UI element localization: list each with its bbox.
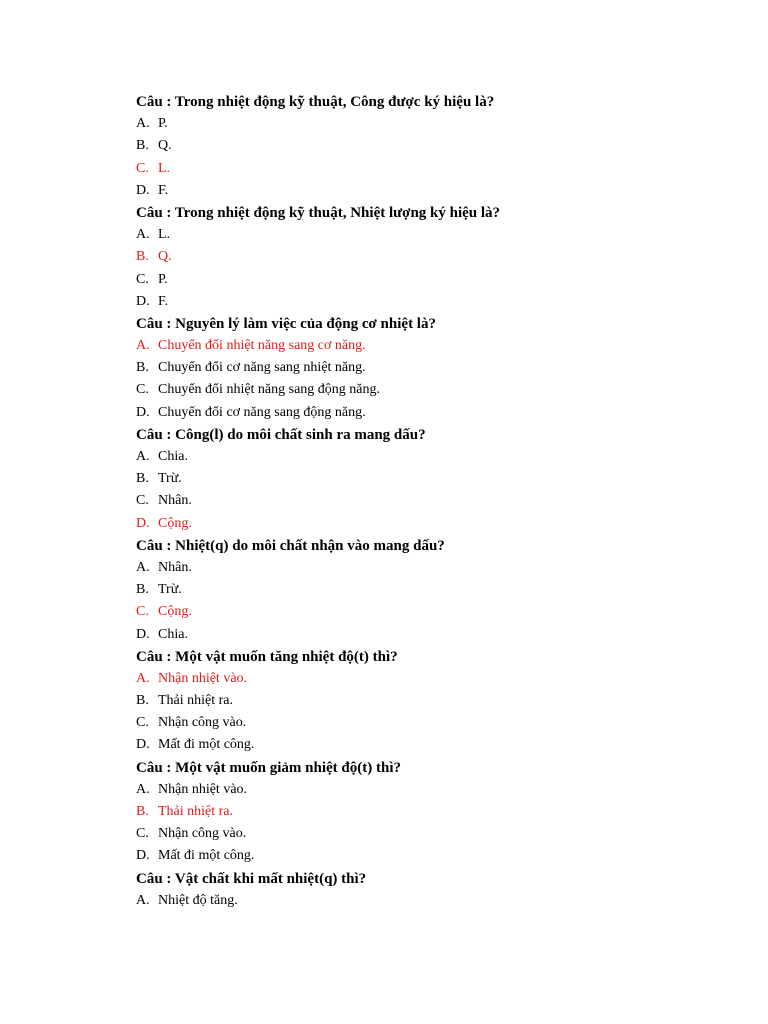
answer-option: [136, 135, 736, 157]
question-title: Câu : Một vật muốn tăng nhiệt độ(t) thì?: [136, 648, 398, 665]
option-letter: D.: [136, 737, 150, 753]
answer-option: [136, 734, 736, 756]
option-letter: C.: [136, 715, 149, 731]
question-block: [136, 757, 736, 868]
option-text: L.: [158, 227, 171, 243]
option-letter: D.: [136, 848, 150, 864]
option-letter: A.: [136, 559, 150, 575]
option-letter: B.: [136, 249, 149, 265]
option-text: Nhận công vào.: [158, 826, 247, 842]
option-letter: B.: [136, 471, 149, 487]
option-letter: C.: [136, 493, 149, 509]
answer-option: [136, 779, 736, 801]
question-title: Câu : Trong nhiệt động kỹ thuật, Công được ký hiệu là?: [136, 94, 495, 110]
answer-option: [136, 890, 736, 912]
option-text: Chuyển đổi cơ năng sang động năng.: [158, 404, 366, 420]
option-letter: B.: [136, 804, 149, 819]
option-text: P.: [158, 116, 168, 132]
question-title: Câu : Công(l) do môi chất sinh ra mang dấu?: [136, 426, 426, 443]
option-letter: A.: [136, 116, 150, 132]
answer-option: [136, 823, 736, 845]
option-text: Chia.: [158, 449, 188, 464]
answer-option: [136, 246, 736, 268]
answer-option: [136, 557, 736, 579]
option-letter: C.: [136, 826, 149, 842]
option-letter: B.: [136, 693, 149, 709]
option-text: Nhiệt độ tăng.: [158, 892, 238, 908]
option-text: Chia.: [158, 626, 188, 642]
question-block: [136, 535, 736, 646]
option-text: Thải nhiệt ra.: [158, 693, 234, 709]
question-block: [136, 202, 736, 313]
option-text: P.: [158, 271, 168, 287]
option-text: Chuyển đổi nhiệt năng sang động năng.: [158, 382, 381, 398]
answer-option: [136, 357, 736, 379]
question-title: Câu : Vật chất khi mất nhiệt(q) thì?: [136, 870, 367, 887]
answer-option: [136, 468, 736, 490]
answer-option: [136, 335, 736, 357]
option-letter: C.: [136, 604, 149, 620]
option-letter: D.: [136, 626, 150, 642]
question-title: Câu : Nguyên lý làm việc của động cơ nhiệt là?: [136, 315, 436, 332]
answer-option: [136, 624, 736, 646]
option-text: Q.: [158, 138, 172, 154]
option-text: Mất đi một công.: [158, 737, 255, 753]
option-letter: D.: [136, 515, 150, 531]
question-block: [136, 868, 736, 912]
answer-option: [136, 224, 736, 246]
question-block: [136, 91, 736, 202]
answer-option: [136, 113, 736, 135]
option-letter: D.: [136, 404, 150, 420]
option-text: L.: [158, 160, 171, 176]
option-text: Mất đi một công.: [158, 848, 255, 864]
option-letter: B.: [136, 582, 149, 598]
option-text: Q.: [158, 249, 172, 265]
option-letter: B.: [136, 360, 149, 376]
question-title: Câu : Trong nhiệt động kỹ thuật, Nhiệt lượng ký hiệu là?: [136, 204, 501, 221]
option-text: Trừ.: [158, 582, 182, 598]
answer-option: [136, 513, 736, 535]
option-letter: A.: [136, 338, 150, 354]
question-block: [136, 646, 736, 757]
option-text: Nhân.: [158, 493, 192, 509]
option-letter: D.: [136, 182, 150, 198]
answer-option: [136, 446, 736, 468]
option-letter: C.: [136, 382, 149, 398]
option-text: Chuyển đổi nhiệt năng sang cơ năng.: [158, 338, 366, 354]
answer-option: [136, 180, 736, 202]
option-text: Cộng.: [158, 604, 192, 620]
quiz-page: [136, 91, 736, 912]
option-text: Cộng.: [158, 515, 192, 531]
option-letter: C.: [136, 160, 149, 176]
answer-option: [136, 269, 736, 291]
answer-option: [136, 690, 736, 712]
answer-option: [136, 490, 736, 512]
option-text: F.: [158, 293, 169, 309]
question-block: [136, 424, 736, 535]
option-text: Nhận công vào.: [158, 715, 247, 731]
option-letter: C.: [136, 271, 149, 287]
answer-option: [136, 668, 736, 690]
option-text: F.: [158, 182, 169, 198]
option-text: Trừ.: [158, 471, 182, 487]
option-text: Thải nhiệt ra.: [158, 804, 234, 819]
answer-option: [136, 845, 736, 867]
option-letter: A.: [136, 449, 150, 464]
option-text: Nhân.: [158, 559, 192, 575]
option-letter: D.: [136, 293, 150, 309]
answer-option: [136, 402, 736, 424]
answer-option: [136, 291, 736, 313]
question-title: Câu : Nhiệt(q) do môi chất nhận vào mang dấu?: [136, 537, 445, 554]
option-letter: A.: [136, 781, 150, 797]
question-title: Câu : Một vật muốn giảm nhiệt độ(t) thì?: [136, 759, 401, 776]
answer-option: [136, 579, 736, 601]
option-letter: B.: [136, 138, 149, 154]
option-text: Nhận nhiệt vào.: [158, 670, 248, 686]
option-letter: A.: [136, 892, 150, 908]
option-text: Nhận nhiệt vào.: [158, 781, 248, 797]
question-block: [136, 313, 736, 424]
answer-option: [136, 158, 736, 180]
answer-option: [136, 801, 736, 823]
answer-option: [136, 712, 736, 734]
answer-option: [136, 379, 736, 401]
option-letter: A.: [136, 227, 150, 243]
option-text: Chuyển đổi cơ năng sang nhiệt năng.: [158, 360, 366, 376]
option-letter: A.: [136, 670, 150, 686]
answer-option: [136, 601, 736, 623]
